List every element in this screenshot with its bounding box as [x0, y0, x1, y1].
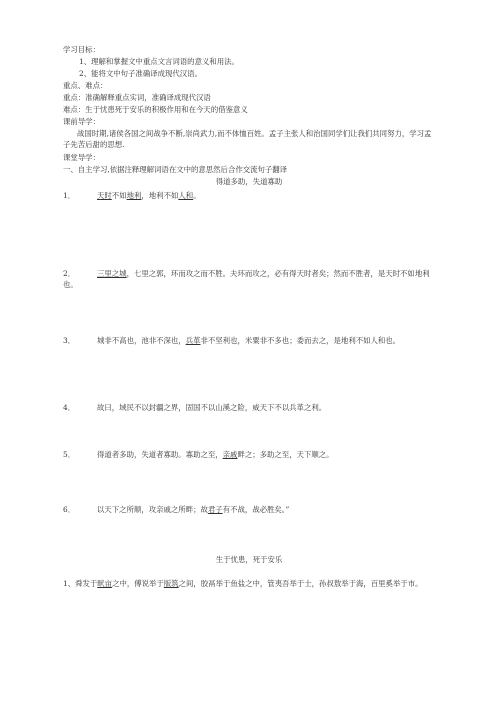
section-2-title: 生于忧患，死于安乐 — [215, 555, 283, 564]
pre-guide-text: 战国时期,诸侯各国之间战争不断,崇尚武力,而不体恤百姓。孟子主张人和治国同学们让我们共同努力，学习孟子先苦后甜的思想. — [63, 129, 432, 150]
goal-1: 1、理解和掌握文中重点文言词语的意义和用法。 — [79, 57, 239, 66]
class-guide-title: 课堂导学： — [63, 153, 100, 162]
section-2-sentence-1: 1、舜发于畎亩之中，傅说举于版筑之间，胶鬲举于鱼盐之中，管夷吾举于士，孙叔敖举于海，百里奚举于市。 — [63, 579, 423, 588]
difficulty-text: 难点：生于忧患死于安乐的积极作用和在今天的借鉴意义 — [63, 105, 248, 114]
keypoints-title: 重点、难点： — [63, 81, 108, 90]
sentence-3: 3． 城非不高也，池非不深也，兵革非不坚利也，米粟非不多也；委而去之，是地利不如人和也。 — [63, 336, 401, 345]
sentence-4: 4． 故曰，域民不以封疆之界，固国不以山溪之险，威天下不以兵革之利。 — [63, 403, 327, 412]
sentence-5: 5． 得道者多助，失道者寡助。寡助之至，亲戚畔之；多助之至，天下顺之。 — [63, 450, 334, 459]
pre-guide-title: 课前导学： — [63, 117, 100, 126]
goal-2: 2、能将文中句子准确译成现代汉语。 — [79, 69, 202, 78]
sentence-1: 1． 天时不如地利，地利不如人和。 — [63, 191, 201, 200]
sentence-6: 6． 以天下之所顺，攻亲戚之所畔；故君子有不战，战必胜矣。” — [63, 505, 290, 514]
keypoint-text: 重点：准确解释重点实词，准确译成现代汉语 — [63, 93, 211, 102]
section-1-title: 得道多助，失道寡助 — [215, 177, 283, 186]
goals-title: 学习目标： — [63, 45, 100, 54]
sentence-2: 2． 三里之城，七里之郭，环而攻之而不胜。夫环而攻之，必有得天时者矣；然而不胜者，是天时不如地利也。 — [63, 269, 430, 290]
task-1: 一、自主学习,依据注释理解词语在文中的意思然后合作交流句子翻译 — [63, 165, 288, 174]
